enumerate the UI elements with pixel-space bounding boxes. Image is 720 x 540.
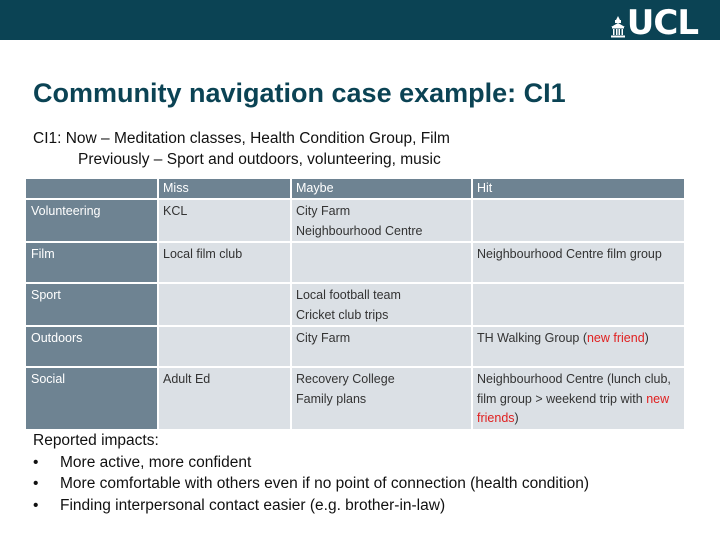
cell-line: Neighbourhood Centre	[296, 223, 423, 238]
highlight-text: new friend	[586, 331, 645, 345]
cell-text: Neighbourhood Centre (lunch club, film group > weekend trip with	[477, 372, 671, 406]
table-row	[26, 243, 684, 282]
table-row	[26, 200, 684, 241]
cell-line: City Farm	[296, 204, 351, 218]
ucl-logo	[611, 3, 698, 43]
cell-line: Adult Ed	[163, 372, 211, 386]
cell-line: Neighbourhood Centre film group	[477, 247, 662, 261]
table-cell	[159, 368, 290, 429]
table-header-cell: Hit	[473, 179, 684, 198]
table-cell	[159, 200, 290, 241]
impact-text: More comfortable with others even if no point of connection (health condition)	[60, 475, 590, 492]
table-cell	[473, 327, 684, 366]
cell-text: TH Walking Group (	[477, 331, 587, 345]
cell-line: KCL	[163, 204, 188, 218]
impact-text: Finding interpersonal contact easier (e.g. brother-in-law)	[60, 496, 446, 514]
table-row	[26, 368, 684, 429]
list-item	[33, 473, 589, 495]
table-cell	[473, 284, 684, 325]
list-item	[33, 452, 589, 474]
bullet-icon: •	[33, 496, 39, 514]
table-cell	[159, 243, 290, 282]
table-header-cell: Maybe	[292, 179, 471, 198]
table-header-cell: Miss	[159, 179, 290, 198]
portico-icon	[611, 16, 625, 38]
intro-text	[33, 128, 450, 170]
cell-line: Cricket club trips	[296, 307, 389, 322]
impacts-list	[33, 452, 589, 517]
row-label: Film	[26, 243, 157, 282]
cell-line: Family plans	[296, 391, 367, 406]
intro-line-previously: Previously – Sport and outdoors, volunteering, music	[78, 151, 441, 168]
table-cell	[473, 368, 684, 429]
list-item	[33, 495, 589, 517]
table-cell	[159, 284, 290, 325]
table-cell	[159, 327, 290, 366]
cell-line: Local film club	[163, 247, 243, 261]
cell-line: Local football team	[296, 288, 401, 302]
bullet-icon: •	[33, 475, 39, 492]
table-cell	[473, 243, 684, 282]
table-header-row	[26, 179, 684, 198]
bullet-icon: •	[33, 453, 39, 471]
cell-line: City Farm	[296, 331, 351, 345]
reported-impacts	[33, 430, 589, 516]
impact-text: More active, more confident	[60, 453, 252, 471]
table-cell	[292, 284, 471, 325]
row-label: Volunteering	[26, 200, 157, 241]
logo-text: UCL	[626, 3, 698, 43]
table-cell	[292, 200, 471, 241]
table-header-cell	[26, 179, 157, 198]
impacts-heading: Reported impacts:	[33, 432, 159, 449]
cell-line: Recovery College	[296, 372, 395, 386]
page-title: Community navigation case example: CI1	[33, 78, 566, 108]
table-row	[26, 284, 684, 325]
header-bar	[0, 0, 720, 43]
table-cell	[292, 243, 471, 282]
row-label: Sport	[26, 284, 157, 325]
navigation-table	[24, 177, 686, 431]
row-label: Social	[26, 368, 157, 429]
table-cell	[473, 200, 684, 241]
table-cell	[292, 327, 471, 366]
highlight-text: new friends	[477, 391, 670, 425]
cell-text: )	[514, 411, 519, 425]
row-label: Outdoors	[26, 327, 157, 366]
table-cell	[292, 368, 471, 429]
intro-line-now: CI1: Now – Meditation classes, Health Condition Group, Film	[33, 130, 450, 147]
cell-text: )	[644, 331, 649, 345]
table-row	[26, 327, 684, 366]
